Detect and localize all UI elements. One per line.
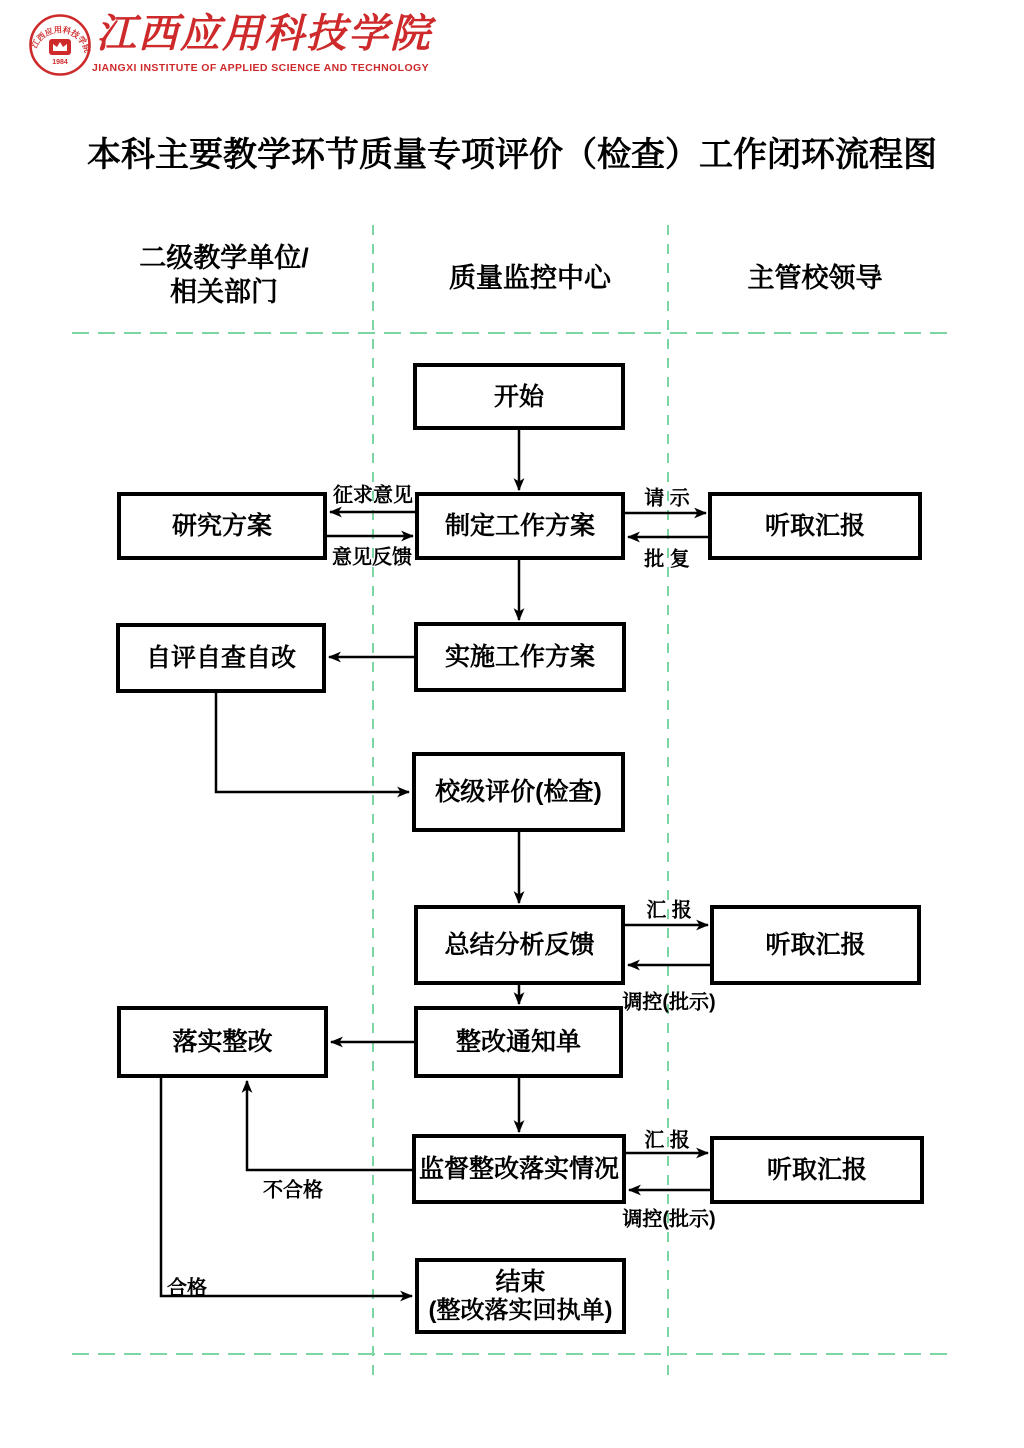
- lane-header-line1: 二级教学单位/: [139, 243, 309, 273]
- flow-box-listen-report-3: 听取汇报: [710, 1136, 924, 1204]
- flow-box-listen-report-2: 听取汇报: [710, 905, 921, 985]
- flow-box-self-review: 自评自查自改: [116, 623, 326, 693]
- edge-label-report-1: 汇 报: [646, 899, 692, 922]
- university-name-english: JIANGXI INSTITUTE OF APPLIED SCIENCE AND TECHNOLOGY: [92, 62, 429, 74]
- edge-selfreview-to-schooleval: [216, 693, 409, 792]
- edge-label-qualified: 合格: [167, 1277, 207, 1300]
- flow-box-school-eval: 校级评价(检查): [412, 752, 625, 832]
- lane-header-school-leaders: 主管校领导: [747, 263, 883, 293]
- flow-box-listen-report-1: 听取汇报: [708, 492, 922, 560]
- lane-header-quality-center: 质量监控中心: [449, 263, 611, 293]
- edge-label-regulate-2: 调控(批示): [622, 1208, 716, 1231]
- edge-label-regulate-1: 调控(批示): [622, 991, 716, 1014]
- seal-arc-text: 江西应用科技学院: [29, 25, 92, 54]
- flow-box-end: [415, 1258, 626, 1334]
- end-box-line2: (整改落实回执单): [428, 1296, 613, 1324]
- edge-label-opinion-feedback: 意见反馈: [332, 546, 412, 569]
- flow-box-research-plan: 研究方案: [117, 492, 327, 560]
- page-title: 本科主要教学环节质量专项评价（检查）工作闭环流程图: [87, 136, 937, 174]
- flow-box-make-plan: 制定工作方案: [415, 492, 625, 560]
- seal-year: 1984: [52, 59, 68, 66]
- flow-box-start: 开始: [413, 363, 625, 430]
- edge-label-report-2: 汇 报: [644, 1129, 690, 1152]
- flow-box-supervise: 监督整改落实情况: [412, 1134, 626, 1204]
- end-box-line1: 结束: [495, 1267, 546, 1296]
- flow-box-rectify-notice: 整改通知单: [414, 1006, 623, 1078]
- flow-box-implement-rectify: 落实整改: [117, 1006, 328, 1078]
- edge-unqualified-loop: [247, 1081, 412, 1170]
- edge-label-approval-reply: 批 复: [644, 548, 690, 571]
- flow-box-summary-feedback: 总结分析反馈: [414, 905, 625, 985]
- lane-header-line2: 相关部门: [170, 277, 278, 307]
- university-name-chinese: 江西应用科技学院: [96, 10, 432, 57]
- edge-label-solicit-opinion: 征求意见: [333, 484, 413, 507]
- edge-label-unqualified: 不合格: [263, 1179, 323, 1202]
- edge-label-request-instruction: 请 示: [644, 487, 690, 510]
- flow-box-implement-plan: 实施工作方案: [414, 622, 626, 692]
